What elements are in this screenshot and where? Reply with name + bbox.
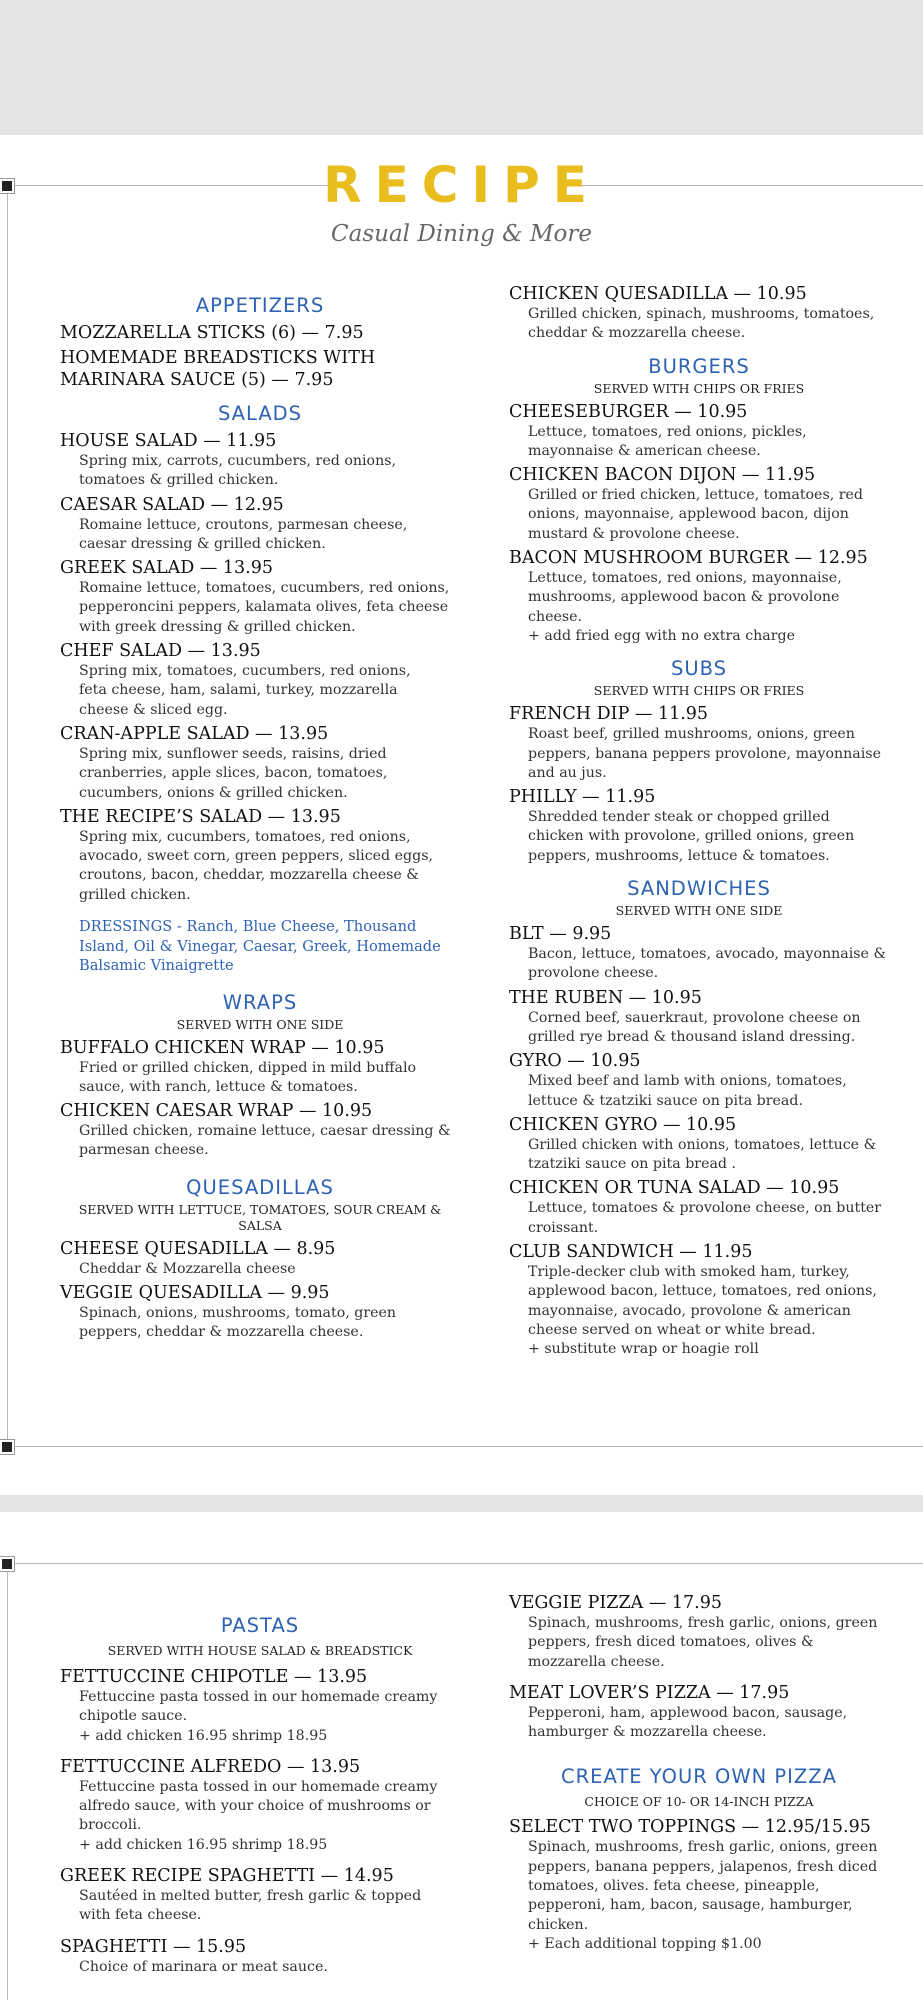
item-title: CHICKEN CAESAR WRAP — 10.95 (60, 1101, 373, 1122)
brand-tagline: Casual Dining & More (331, 221, 592, 247)
item-description: Spinach, mushrooms, fresh garlic, onions, green peppers, banana peppers, jalapenos, fresh diced tomatoes, olives. feta cheese, pineapple, pepperoni, ham, bacon, sausage, hamburger, chicken. (528, 1839, 878, 1933)
section-note: SERVED WITH HOUSE SALAD & BREADSTICK (107, 1643, 413, 1658)
section-heading: BURGERS (648, 354, 750, 378)
section-heading: CREATE YOUR OWN PIZZA (561, 1765, 837, 1789)
item-description: Choice of marinara or meat sauce. (79, 1958, 328, 1975)
menu-item (509, 923, 889, 984)
menu-item (60, 640, 460, 720)
item-title: VEGGIE PIZZA — 17.95 (509, 1593, 722, 1613)
section-note: SERVED WITH ONE SIDE (176, 1016, 344, 1032)
item-title: FETTUCCINE CHIPOTLE — 13.95 (60, 1667, 368, 1687)
item-description: Shredded tender steak or chopped grilled chicken with provolone, grilled onions, green peppers, mushrooms, lettuce & tomatoes. (528, 809, 855, 864)
menu-item (60, 557, 460, 637)
item-description: Corned beef, sauerkraut, provolone cheese on grilled rye bread & thousand island dressing. (528, 1009, 861, 1045)
item-title: CHEESE QUESADILLA — 8.95 (60, 1238, 336, 1259)
item-description: Grilled chicken, spinach, mushrooms, tomatoes, cheddar & mozzarella cheese. (528, 306, 875, 342)
menu-column-left (60, 1613, 460, 1977)
item-description: Romaine lettuce, tomatoes, cucumbers, red onions, pepperoncini peppers, kalamata olives, feta cheese with greek dressing & grilled chicken. (79, 580, 450, 635)
item-description: Cheddar & Mozzarella cheese (79, 1260, 296, 1277)
menu-item (509, 786, 889, 866)
menu-item (509, 1592, 889, 1672)
menu-page-2 (0, 1512, 923, 2000)
item-title: FETTUCCINE ALFREDO — 13.95 (60, 1756, 361, 1777)
item-title: BLT — 9.95 (509, 924, 612, 945)
menu-item (509, 1682, 889, 1743)
item-description: Romaine lettuce, croutons, parmesan cheese, caesar dressing & grilled chicken. (79, 516, 408, 552)
item-description: Fettuccine pasta tossed in our homemade creamy alfredo sauce, with your choice of mushrooms or broccoli. (79, 1778, 438, 1834)
item-description: Fettuccine pasta tossed in our homemade creamy chipotle sauce. (79, 1689, 438, 1725)
item-description: Spring mix, tomatoes, cucumbers, red onions, feta cheese, ham, salami, turkey, mozzarella cheese & sliced egg. (79, 663, 411, 718)
menu-item (60, 1282, 460, 1343)
page-rule-top (0, 1563, 923, 1564)
menu-item (60, 1238, 460, 1279)
section-heading: SALADS (217, 402, 303, 425)
item-description: Roast beef, grilled mushrooms, onions, green peppers, banana peppers provolone, mayonnaise and au jus. (528, 726, 881, 781)
section-heading: SANDWICHES (627, 877, 771, 901)
brand-title: RECIPE (323, 156, 600, 214)
item-title: THE RECIPE’S SALAD — 13.95 (60, 806, 341, 827)
item-description: Grilled chicken with onions, tomatoes, lettuce & tzatziki sauce on pita bread . (528, 1136, 877, 1173)
menu-item (60, 723, 460, 803)
item-description: Lettuce, tomatoes, red onions, pickles, mayonnaise & american cheese. (528, 423, 807, 459)
item-title: GYRO — 10.95 (509, 1051, 641, 1072)
section-note: SERVED WITH CHIPS OR FRIES (593, 683, 805, 699)
menu-item (60, 1100, 460, 1161)
menu-item (509, 401, 889, 462)
section-heading: PASTAS (220, 1614, 300, 1637)
item-description: Triple-decker club with smoked ham, turkey, applewood bacon, lettuce, tomatoes, red onions, mayonnaise, avocado, provolone & american cheese served on wheat or white bread. (528, 1264, 877, 1338)
section-note: SERVED WITH LETTUCE, TOMATOES, SOUR CREAM & SALSA (78, 1201, 442, 1233)
menu-item (509, 464, 889, 544)
item-description: Spring mix, carrots, cucumbers, red onions, tomatoes & grilled chicken. (79, 453, 397, 489)
menu-item (60, 1666, 460, 1746)
item-description: Spring mix, sunflower seeds, raisins, dried cranberries, apple slices, bacon, tomatoes, cucumbers, onions & grilled chicken. (79, 745, 388, 801)
menu-item (60, 494, 460, 555)
item-title: CHEESEBURGER — 10.95 (509, 401, 748, 422)
item-description: Mixed beef and lamb with onions, tomatoes, lettuce & tzatziki sauce on pita bread. (528, 1073, 847, 1109)
item-title: CHICKEN QUESADILLA — 10.95 (509, 284, 807, 304)
item-title: MOZZARELLA STICKS (6) — 7.95 (60, 323, 364, 343)
page-rule-left (7, 1563, 8, 2000)
section-note: SERVED WITH ONE SIDE (615, 903, 783, 919)
item-addon: + substitute wrap or hoagie roll (528, 1341, 759, 1358)
item-description: Spinach, onions, mushrooms, tomato, green peppers, cheddar & mozzarella cheese. (79, 1305, 397, 1341)
item-title: CRAN-APPLE SALAD — 13.95 (60, 723, 329, 744)
item-description: Lettuce, tomatoes & provolone cheese, on butter croissant. (528, 1200, 882, 1236)
menu-item (509, 703, 889, 783)
item-description: Pepperoni, ham, applewood bacon, sausage, hamburger & mozzarella cheese. (528, 1704, 848, 1741)
menu-item (60, 322, 460, 344)
menu-item (509, 1050, 889, 1111)
item-description: Grilled or fried chicken, lettuce, tomatoes, red onions, mayonnaise, applewood bacon, dijon mustard & provolone cheese. (528, 487, 864, 542)
item-description: Fried or grilled chicken, dipped in mild buffalo sauce, with ranch, lettuce & tomatoes. (79, 1059, 417, 1095)
page-rule-left (7, 185, 8, 1446)
menu-item (509, 1114, 889, 1175)
item-title: PHILLY — 11.95 (509, 787, 656, 808)
item-title: FRENCH DIP — 11.95 (509, 704, 709, 725)
item-title: VEGGIE QUESADILLA — 9.95 (60, 1283, 330, 1304)
menu-item (60, 1936, 460, 1977)
item-title: CHEF SALAD — 13.95 (60, 641, 261, 662)
menu-item (60, 1037, 460, 1098)
section-note: CHOICE OF 10- OR 14-INCH PIZZA (584, 1794, 814, 1810)
page-rule-bottom (0, 1446, 923, 1447)
resize-handle-top[interactable] (0, 1557, 14, 1571)
section-note: SERVED WITH CHIPS OR FRIES (593, 380, 805, 396)
item-title: GREEK SALAD — 13.95 (60, 558, 273, 579)
item-addon: + add fried egg with no extra charge (528, 627, 796, 644)
item-title: CHICKEN GYRO — 10.95 (509, 1114, 737, 1135)
item-title: BUFFALO CHICKEN WRAP — 10.95 (60, 1037, 385, 1058)
menu-column-right (509, 283, 889, 1360)
item-description: Sautéed in melted butter, fresh garlic & topped with feta cheese. (79, 1888, 422, 1924)
item-title: THE RUBEN — 10.95 (509, 987, 702, 1008)
menu-item (60, 1756, 460, 1855)
menu-column-right (509, 1592, 889, 1954)
item-title: BACON MUSHROOM BURGER — 12.95 (509, 548, 868, 569)
item-title: CHICKEN BACON DIJON — 11.95 (509, 465, 816, 486)
menu-page-1 (0, 135, 923, 1495)
item-title: MEAT LOVER’S PIZZA — 17.95 (509, 1682, 790, 1703)
menu-item (509, 547, 889, 646)
item-title: CAESAR SALAD — 12.95 (60, 494, 284, 515)
item-title: HOMEMADE BREADSTICKS WITH MARINARA SAUCE (5) — 7.95 (60, 348, 376, 390)
section-heading: WRAPS (222, 990, 298, 1014)
section-heading: QUESADILLAS (186, 1175, 334, 1199)
menu-item (509, 987, 889, 1048)
item-addon: + add chicken 16.95 shrimp 18.95 (79, 1836, 328, 1853)
resize-handle-bottom[interactable] (0, 1440, 14, 1454)
item-description: Spinach, mushrooms, fresh garlic, onions, green peppers, fresh diced tomatoes, olives & mozzarella cheese. (528, 1615, 878, 1670)
section-heading: APPETIZERS (195, 294, 325, 317)
item-title: CLUB SANDWICH — 11.95 (509, 1242, 753, 1263)
menu-item (60, 347, 380, 391)
item-title: SPAGHETTI — 15.95 (60, 1936, 247, 1957)
menu-item (509, 1177, 889, 1238)
menu-item (60, 806, 460, 905)
menu-item (509, 1816, 889, 1954)
item-description: Spring mix, cucumbers, tomatoes, red onions, avocado, sweet corn, green peppers, sliced eggs, croutons, bacon, cheddar, mozzarella cheese & grilled chicken. (79, 828, 433, 903)
brand-header (0, 135, 923, 265)
menu-column-left (60, 293, 460, 1343)
dressings-note: DRESSINGS - Ranch, Blue Cheese, Thousand Island, Oil & Vinegar, Caesar, Greek, Homemade Balsamic Vinaigrette (79, 918, 441, 975)
item-title: CHICKEN OR TUNA SALAD — 10.95 (509, 1178, 840, 1199)
menu-item (509, 283, 889, 344)
section-heading: SUBS (670, 657, 728, 681)
menu-item (60, 430, 460, 491)
item-description: Grilled chicken, romaine lettuce, caesar dressing & parmesan cheese. (79, 1123, 451, 1159)
item-title: HOUSE SALAD — 11.95 (60, 431, 277, 451)
item-title: GREEK RECIPE SPAGHETTI — 14.95 (60, 1866, 394, 1887)
item-addon: + add chicken 16.95 shrimp 18.95 (79, 1727, 328, 1744)
item-addon: + Each additional topping $1.00 (528, 1935, 762, 1952)
item-description: Lettuce, tomatoes, red onions, mayonnaise, mushrooms, applewood bacon & provolone cheese. (528, 570, 842, 625)
item-title: SELECT TWO TOPPINGS — 12.95/15.95 (509, 1817, 871, 1838)
menu-item (60, 1865, 460, 1926)
item-description: Bacon, lettuce, tomatoes, avocado, mayonnaise & provolone cheese. (528, 946, 887, 982)
menu-item (509, 1241, 889, 1359)
